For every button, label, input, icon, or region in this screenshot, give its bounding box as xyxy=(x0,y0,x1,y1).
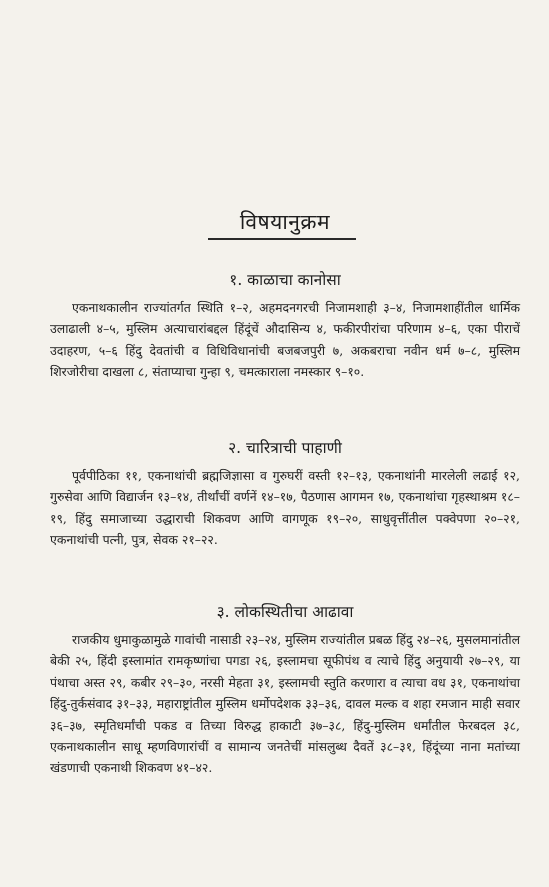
section-1 xyxy=(50,268,520,383)
book-page xyxy=(50,0,520,887)
section-heading: ३. लोकस्थितीचा आढावा xyxy=(216,603,354,621)
title-underline xyxy=(208,238,356,240)
section-text: पूर्वपीठिका ११, एकनाथांची ब्रह्मजिज्ञासा व गुरुघरीं वस्ती १२–१३, एकनाथांनी मारलेली लढाई १२, गुरुसेवा आणि विद्यार्जन १३–१४, तीर्थांचीं वर्णनें १४–१७, पैठणास आगमन १७, एकनाथांचा गृहस्थाश्रम १८–१९, हिंदु समाजाच्या उद्धाराची शिकवण आणि वागणूक १९–२०, साधुवृत्तींतील पक्वेपणा २०–२१, एकनाथांची पत्नी, पुत्र, सेवक २१–२२. xyxy=(50,468,520,548)
section-heading: १. काळाचा कानोसा xyxy=(229,271,341,289)
section-text: राजकीय धुमाकुळामुळे गावांची नासाडी २३–२४, मुस्लिम राज्यांतील प्रबळ हिंदु २४–२६, मुसलमानांतील बेकी २५, हिंदी इस्लामांत रामकृष्णांचा पगडा २६, इस्लामचा सूफीपंथ व त्याचे हिंदु अनुयायी २७–२९, या पंथाचा अस्त २९, कबीर २९–३०, नरसी मेहता ३१, इस्लामची स्तुति करणारा व त्याचा वध ३१, एकनाथांचा हिंदु-तुर्कसंवाद ३१–३३, महाराष्ट्रांतील मुस्लिम धर्मोपदेशक ३३–३६, दावल मल्क व शहा रमजान माही सवार ३६–३७, स्मृतिधर्मांची पकड व तिच्या विरुद्ध हाकाटी ३७–३८, हिंदु-मुस्लिम धर्मांतील फेरबदल ३८, एकनाथकालीन साधू म्हणविणारांचीं व सामान्य जनतेचीं मांसलुब्ध दैवतें ३८–३१, हिंदूंच्या नाना मतांच्या खंडणाची एकनाथी शिकवण ४१–४२. xyxy=(50,632,520,776)
section-3 xyxy=(50,600,520,779)
section-2 xyxy=(50,436,520,551)
section-text: एकनाथकालीन राज्यांतर्गत स्थिति १–२, अहमदनगरची निजामशाही ३–४, निजामशाहींतील धार्मिक उलाढाली ४–५, मुस्लिम अत्याचारांबद्दल हिंदूंचें औदासिन्य ४, फकीरपीरांचा परिणाम ४–६, एका पीराचें उदाहरण, ५–६ हिंदु देवतांची व विधिविधानांची बजबजपुरी ७, अकबराचा नवीन धर्म ७–८, मुस्लिम शिरजोरीचा दाखला ८, संताप्याचा गुन्हा ९, चमत्काराला नमस्कार ९–१०. xyxy=(50,300,520,380)
page-title: विषयानुक्रम xyxy=(239,210,331,234)
section-heading: २. चारित्राची पाहाणी xyxy=(228,439,342,457)
